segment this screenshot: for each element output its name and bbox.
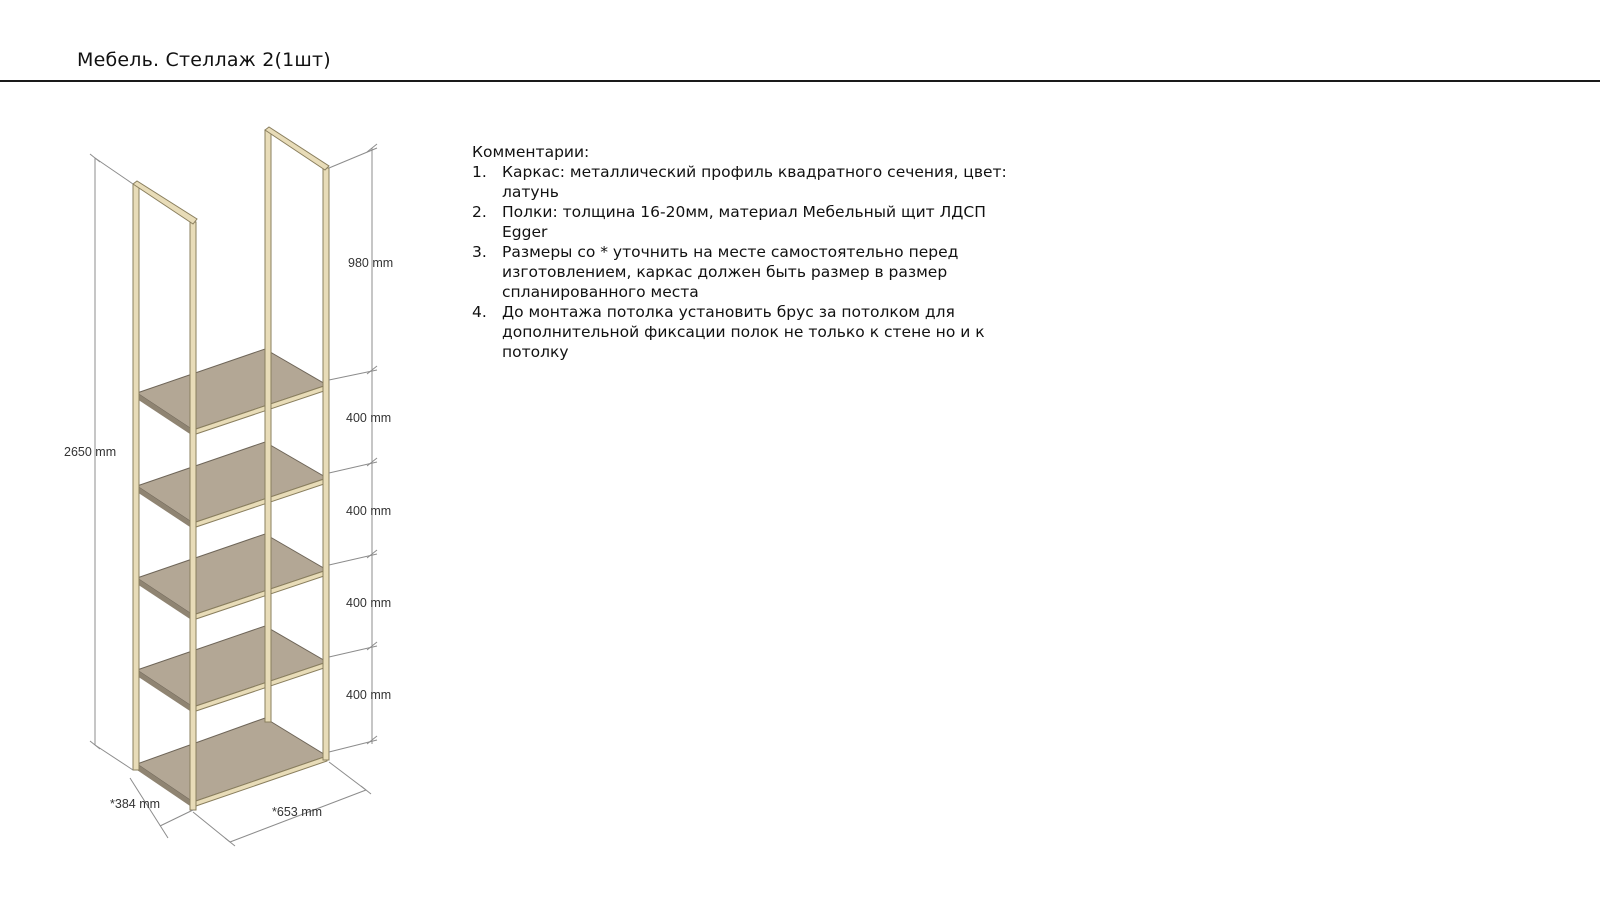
comment-text: Размеры со * уточнить на месте самостоятельно перед изготовлением, каркас должен быть размер в размер спланированного места xyxy=(502,243,959,301)
page-title: Мебель. Стеллаж 2(1шт) xyxy=(77,49,331,71)
dim-shelf-spacing-3: 400 mm xyxy=(346,596,392,610)
dim-top-section: 980 mm xyxy=(348,256,394,270)
comments-block xyxy=(472,142,1012,362)
post-right-front xyxy=(323,168,329,760)
comment-text: Полки: толщина 16-20мм, материал Мебельный щит ЛДСП Egger xyxy=(502,203,986,241)
top-bar-right xyxy=(265,127,329,170)
comment-number: 2. xyxy=(472,203,487,221)
comment-number: 4. xyxy=(472,303,487,321)
dim-shelf-spacing-2: 400 mm xyxy=(346,504,392,518)
dim-total-height: 2650 mm xyxy=(64,445,117,459)
dim-width: *653 mm xyxy=(272,805,323,819)
comments-list xyxy=(472,162,1012,362)
comment-text: До монтажа потолка установить брус за потолком для дополнительной фиксации полок не только к стене но и к потолку xyxy=(502,303,985,361)
top-bar-left xyxy=(133,181,197,224)
comment-item xyxy=(472,162,1012,202)
post-left-front xyxy=(190,222,196,810)
post-left-back xyxy=(133,184,139,770)
dim-shelf-spacing-1: 400 mm xyxy=(346,411,392,425)
post-right-back xyxy=(265,130,271,722)
comment-number: 3. xyxy=(472,243,487,261)
comment-number: 1. xyxy=(472,163,487,181)
dim-shelf-spacing-4: 400 mm xyxy=(346,688,392,702)
comment-item xyxy=(472,202,1012,242)
dim-depth: *384 mm xyxy=(110,797,161,811)
comment-item xyxy=(472,302,1012,362)
comments-heading: Комментарии: xyxy=(472,143,590,161)
comment-item xyxy=(472,242,1012,302)
comment-text: Каркас: металлический профиль квадратного сечения, цвет: латунь xyxy=(502,163,1007,201)
